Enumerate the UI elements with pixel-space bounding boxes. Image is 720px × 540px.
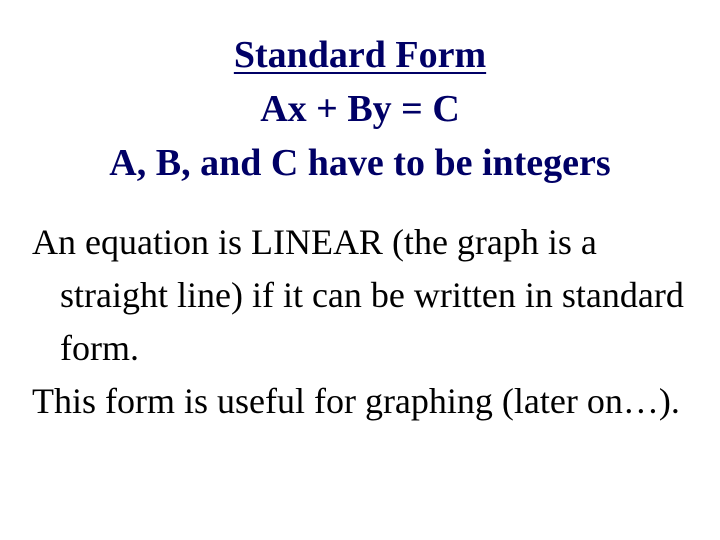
slide-title [0,28,720,190]
title-heading: Standard Form [233,34,487,76]
paragraph-linear-definition: An equation is LINEAR (the graph is a straight line) if it can be written in standard form. [32,222,684,368]
slide-body [32,216,702,428]
title-equation: Ax + By = C [260,88,460,130]
paragraph-usefulness: This form is useful for graphing (later on…). [32,381,680,421]
title-condition: A, B, and C have to be integers [109,142,611,184]
